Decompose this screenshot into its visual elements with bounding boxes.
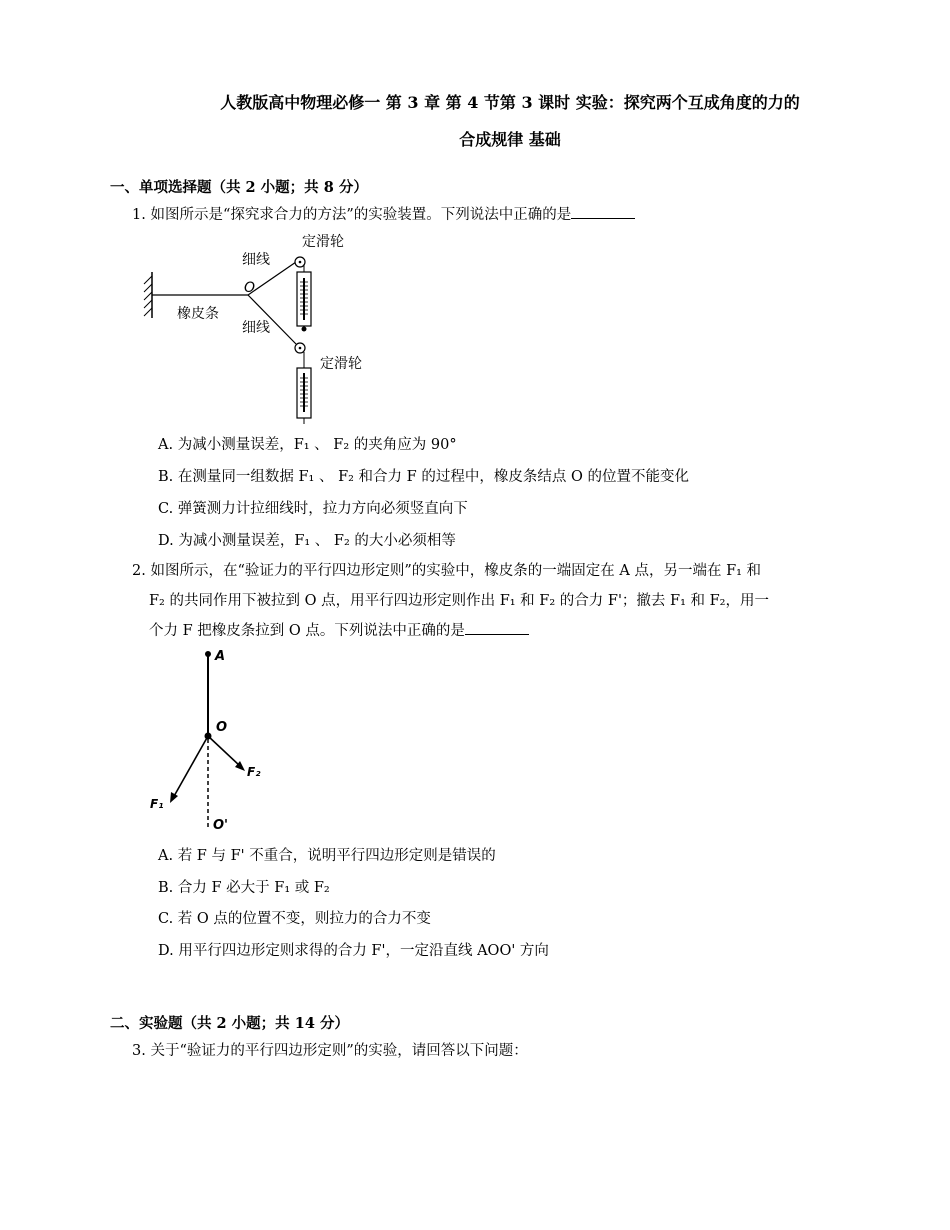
question-2-stem-line2: F₂ 的共同作用下被拉到 O 点，用平行四边形定则作出 F₁ 和 F₂ 的合力 F'；撤去 F₁ 和 F₂，用一	[149, 593, 769, 609]
label-o-prime: O'	[213, 818, 229, 833]
arrow-f1	[173, 736, 208, 798]
question-2-text: 个力 F 把橡皮条拉到 O 点。下列说法中正确的是	[149, 623, 465, 639]
answer-blank	[465, 620, 529, 635]
wall-hatching	[144, 276, 152, 316]
label-string-bottom: 细线	[242, 320, 270, 336]
label-string-top: 细线	[242, 252, 270, 268]
q1-option-c[interactable]: C. 弹簧测力计拉细线时，拉力方向必须竖直向下	[158, 501, 468, 517]
label-o: O	[216, 720, 228, 735]
question-2-stem-line1: 2. 如图所示，在“验证力的平行四边形定则”的实验中，橡皮条的一端固定在 A 点，另一端在 F₁ 和	[132, 563, 762, 579]
answer-blank	[571, 204, 635, 219]
q1-option-a[interactable]: A. 为减小测量误差，F₁ 、 F₂ 的夹角应为 90°	[158, 437, 457, 453]
label-rubber-band: 橡皮条	[177, 306, 219, 322]
section-heading-choice: 一、单项选择题（共 2 小题；共 8 分）	[110, 179, 368, 196]
question-1-text: 1. 如图所示是“探究求合力的方法”的实验装置。下列说法中正确的是	[132, 207, 572, 223]
q2-option-b[interactable]: B. 合力 F 必大于 F₁ 或 F₂	[158, 880, 330, 896]
section-heading-experiment: 二、实验题（共 2 小题；共 14 分）	[110, 1015, 349, 1032]
label-point-o: O	[244, 280, 256, 296]
page-title: 人教版高中物理必修一 第 3 章 第 4 节第 3 课时 实验：探究两个互成角度的力的	[220, 93, 800, 112]
q2-option-d[interactable]: D. 用平行四边形定则求得的合力 F'，一定沿直线 AOO' 方向	[158, 943, 549, 959]
spring-scale-bottom	[297, 368, 311, 424]
question-3-stem: 3. 关于“验证力的平行四边形定则”的实验，请回答以下问题：	[132, 1043, 528, 1059]
spring-scale-top	[297, 272, 311, 332]
label-pulley-top: 定滑轮	[302, 234, 344, 250]
label-pulley-bottom: 定滑轮	[320, 356, 362, 372]
q2-option-a[interactable]: A. 若 F 与 F' 不重合，说明平行四边形定则是错误的	[158, 848, 496, 864]
page-title-line2: 合成规律 基础	[459, 130, 561, 149]
label-f2: F₂	[247, 765, 261, 779]
label-f1: F₁	[150, 797, 164, 811]
question-1-stem	[132, 200, 635, 230]
q2-option-c[interactable]: C. 若 O 点的位置不变，则拉力的合力不变	[158, 911, 431, 927]
pulley-apparatus-figure	[140, 228, 400, 428]
q1-option-b[interactable]: B. 在测量同一组数据 F₁ 、 F₂ 和合力 F 的过程中，橡皮条结点 O 的位置不能变化	[158, 469, 689, 485]
arrow-f2	[208, 736, 240, 766]
label-a: A	[215, 649, 226, 664]
q1-option-d[interactable]: D. 为减小测量误差，F₁ 、 F₂ 的大小必须相等	[158, 533, 456, 549]
force-diagram-figure	[140, 640, 280, 835]
